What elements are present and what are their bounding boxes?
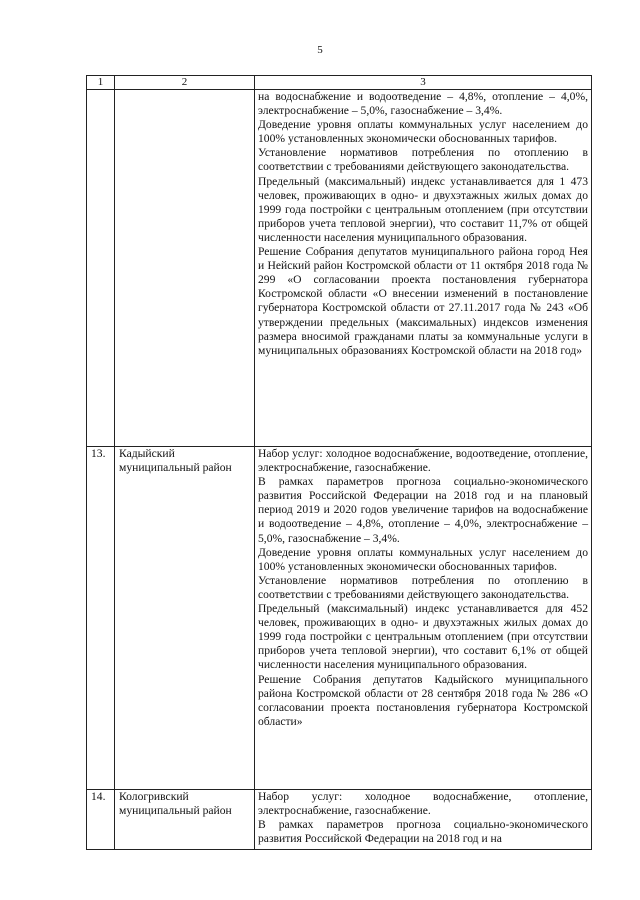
- paragraph: Решение Собрания депутатов Кадыйского муниципального района Костромской области от 28 сентября 2018 года № 286 «О согласовании проекта постановления губернатора Костромской области»: [258, 672, 588, 728]
- paragraph: В рамках параметров прогноза социально-экономического развития Российской Федерации на 2018 год и на плановый период 2019 и 2020 годов увеличение тарифов на водоснабжение и водоотведение – 4,8%, отопление – 4,0%, электроснабжение – 5,0%, газоснабжение – 3,4%.: [258, 475, 588, 545]
- header-cell: 3: [255, 76, 592, 90]
- paragraph: Предельный (максимальный) индекс устанавливается для 452 человек, проживающих в одно- и двухэтажных жилых домах до 1999 года постройки с центральным отоплением (при отсутствии приборов учета тепловой энергии), что составит 6,1% от общей численности населения муниципального образования.: [258, 602, 588, 672]
- row-description: [255, 90, 592, 447]
- row-number: 13.: [87, 447, 115, 790]
- paragraph: Доведение уровня оплаты коммунальных услуг населением до 100% установленных экономически обоснованных тарифов.: [258, 545, 588, 573]
- paragraph: Установление нормативов потребления по отоплению в соответствии с требованиями действующего законодательства.: [258, 146, 588, 174]
- services-table: [86, 75, 592, 850]
- paragraph: Решение Собрания депутатов муниципального района город Нея и Нейский район Костромской области от 11 октября 2018 года № 299 «О согласовании проекта постановления губернатора Костромской области «О внесении изменений в постановление губернатора Костромской области от 27.11.2017 года № 243 «Об утверждении предельных (максимальных) индексов изменения размера вносимой гражданами платы за коммунальные услуги в муниципальных образованиях Костромской области на 2018 год»: [258, 245, 588, 357]
- header-cell: 1: [87, 76, 115, 90]
- row-number: [87, 90, 115, 447]
- paragraph: Набор услуг: холодное водоснабжение, отопление, электроснабжение, газоснабжение.: [258, 790, 588, 818]
- municipality-name: [115, 90, 255, 447]
- paragraph: на водоснабжение и водоотведение – 4,8%, отопление – 4,0%, электроснабжение – 5,0%, газоснабжение – 3,4%.: [258, 90, 588, 118]
- paragraph: В рамках параметров прогноза социально-экономического развития Российской Федерации на 2018 год и на: [258, 818, 588, 846]
- row-description: [255, 447, 592, 790]
- municipality-name: Кадыйский муниципальный район: [115, 447, 255, 790]
- row-description: [255, 790, 592, 850]
- municipality-name: Кологривский муниципальный район: [115, 790, 255, 850]
- paragraph: Набор услуг: холодное водоснабжение, водоотведение, отопление, электроснабжение, газоснабжение.: [258, 447, 588, 475]
- table-row: [87, 447, 592, 790]
- table-header-row: [87, 76, 592, 90]
- page-number: 5: [317, 44, 323, 56]
- table-row: [87, 790, 592, 850]
- table-row: [87, 90, 592, 447]
- header-cell: 2: [115, 76, 255, 90]
- paragraph: Установление нормативов потребления по отоплению в соответствии с требованиями действующего законодательства.: [258, 573, 588, 601]
- row-number: 14.: [87, 790, 115, 850]
- paragraph: Предельный (максимальный) индекс устанавливается для 1 473 человек, проживающих в одно- и двухэтажных жилых домах до 1999 года постройки с центральным отоплением (при отсутствии приборов учета тепловой энергии), что составит 11,7% от общей численности населения муниципального образования.: [258, 174, 588, 244]
- paragraph: Доведение уровня оплаты коммунальных услуг населением до 100% установленных экономически обоснованных тарифов.: [258, 118, 588, 146]
